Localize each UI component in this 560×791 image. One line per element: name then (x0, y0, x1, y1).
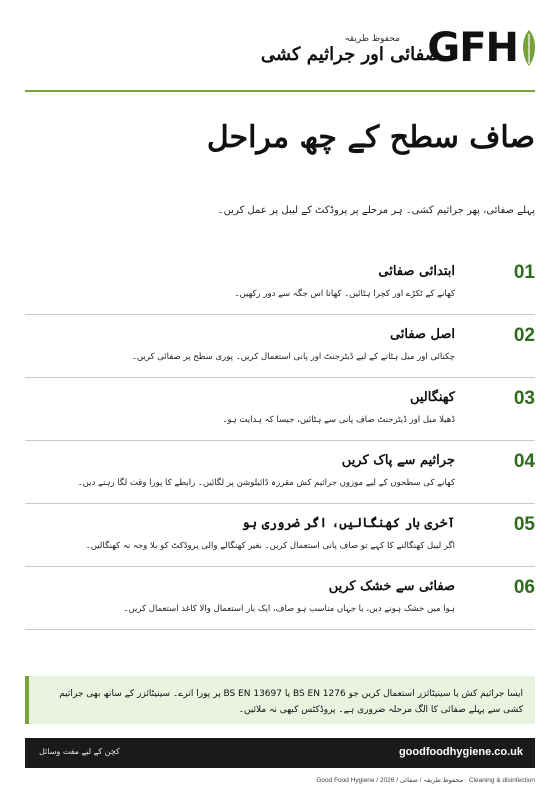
step-number: 01 (513, 262, 535, 283)
step-number: 06 (513, 577, 535, 598)
header-divider (25, 90, 535, 92)
colophon: Good Food Hygiene / 2026 / محفوظ طریقہ / صفائی · Cleaning & disinfection (316, 777, 535, 784)
header-title: صفائی اور جراثیم کشی (260, 44, 440, 65)
step-number: 04 (513, 451, 535, 472)
step-description: کھانے کی سطحوں کے لیے موزوں جراثیم کش مقررہ ڈائیلوشن پر لگائیں۔ رابطے کا پورا وقت لگا رہنے دیں۔ (77, 478, 455, 488)
step-item (25, 378, 535, 441)
header-title-block (261, 34, 440, 65)
step-number: 03 (513, 388, 535, 409)
gfh-logo (427, 22, 538, 74)
logo-text: GFH (427, 25, 518, 71)
footer-tagline: کچن کے لیے مفت وسائل (39, 747, 120, 756)
header-subtitle: محفوظ طریقہ (344, 34, 400, 44)
step-item (25, 441, 535, 504)
step-description: کھانے کے ٹکڑے اور کچرا ہٹائیں۔ کھانا اس جگہ سے دور رکھیں۔ (234, 289, 455, 299)
step-item (25, 315, 535, 378)
step-title: اصل صفائی (389, 327, 455, 342)
page-title: صاف سطح کے چھ مراحل (206, 120, 535, 155)
step-number: 02 (513, 325, 535, 346)
step-title: صفائی سے خشک کریں (328, 579, 455, 594)
step-description: اگر لیبل کھنگالنے کا کہے تو صاف پانی استعمال کریں۔ بغیر کھنگالے والی پروڈکٹ کو بلا وجہ نہ کھنگالیں۔ (85, 541, 455, 551)
leaf-icon (520, 28, 538, 68)
step-description: چکنائی اور میل ہٹانے کے لیے ڈیٹرجنٹ اور پانی استعمال کریں۔ پوری سطح پر صفائی کریں۔ (131, 352, 455, 362)
step-description: ڈھیلا میل اور ڈیٹرجنٹ صاف پانی سے ہٹائیں، جیسا کہ ہدایت ہو۔ (222, 415, 455, 425)
step-number: 05 (513, 514, 535, 535)
step-title: کھنگالیں (409, 390, 455, 405)
standards-note (25, 676, 535, 724)
step-title: آخری بار کھنگالیں، اگر ضروری ہو (241, 516, 455, 531)
header (0, 0, 560, 90)
steps-list (25, 252, 535, 630)
step-title: جراثیم سے پاک کریں (341, 453, 455, 468)
footer-bar (25, 738, 535, 768)
website-link[interactable]: goodfoodhygiene.co.uk (398, 746, 523, 758)
step-item (25, 504, 535, 567)
step-title: ابتدائی صفائی (378, 264, 455, 279)
step-item (25, 567, 535, 630)
note-text: ایسا جراثیم کش یا سینیٹائزر استعمال کریں جو BS EN 1276 یا BS EN 13697 پر پورا اترے۔ سینیٹائزر کے ساتھ بھی جراثیم کشی سے پہلے صفائی کا الگ مرحلہ ضروری ہے۔ پروڈکٹس کبھی نہ ملائیں۔ (59, 689, 523, 715)
step-description: ہوا میں خشک ہونے دیں، یا جہاں مناسب ہو صاف، ایک بار استعمال والا کاغذ استعمال کریں۔ (123, 604, 455, 614)
step-item (25, 252, 535, 315)
intro-text: پہلے صفائی، پھر جراثیم کشی۔ ہر مرحلے پر پروڈکٹ کے لیبل پر عمل کریں۔ (217, 205, 535, 216)
